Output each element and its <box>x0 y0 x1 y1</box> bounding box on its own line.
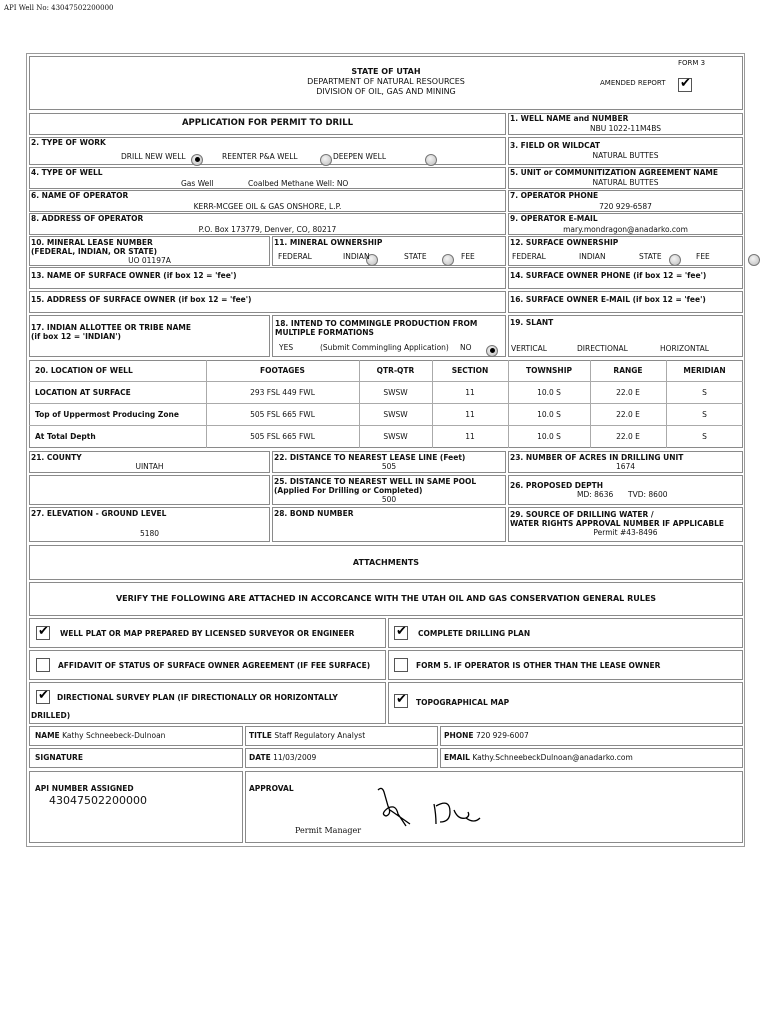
approval-label: APPROVAL <box>249 784 294 793</box>
field-value: NATURAL BUTTES <box>592 151 659 160</box>
blank-cell <box>29 475 270 505</box>
api-number: 43047502200000 <box>49 794 147 807</box>
qtrqtr-header: QTR-QTR <box>376 366 415 375</box>
dept-title: DEPARTMENT OF NATURAL RESOURCES <box>307 77 465 86</box>
deepen-label: DEEPEN WELL <box>333 152 387 161</box>
attachment-label: FORM 5. IF OPERATOR IS OTHER THAN THE LEASE OWNER <box>416 661 661 670</box>
attachment-label: AFFIDAVIT OF STATUS OF SURFACE OWNER AGREEMENT (IF FEE SURFACE) <box>58 661 371 670</box>
api-well-header: API Well No: 43047502200000 <box>4 4 114 12</box>
slant-horizontal-label: HORIZONTAL <box>660 344 709 353</box>
attachment-checkbox[interactable] <box>36 658 50 672</box>
attachment-label: COMPLETE DRILLING PLAN <box>418 629 531 638</box>
deepen-radio[interactable] <box>425 154 437 166</box>
commingle-yes-radio[interactable] <box>486 345 498 357</box>
county-value: UINTAH <box>135 462 164 471</box>
signature-label: SIGNATURE <box>35 753 83 762</box>
name-field: NAME Kathy Schneebeck-Dulnoan <box>35 731 166 740</box>
township-header: TOWNSHIP <box>525 366 572 375</box>
attachments-title: ATTACHMENTS <box>352 558 420 567</box>
well-name-value: NBU 1022-11M4BS <box>590 124 661 133</box>
elevation-value: 5180 <box>139 529 160 538</box>
date-field: DATE 11/03/2009 <box>249 753 317 762</box>
table-cell: 10.0 S <box>537 432 561 441</box>
email-label: 9. OPERATOR E-MAIL <box>510 214 598 223</box>
commingle-label: 18. INTEND TO COMMINGLE PRODUCTION FROM <box>275 319 478 328</box>
attachment-checkbox[interactable] <box>36 626 50 640</box>
coalbed-value: Coalbed Methane Well: NO <box>248 179 349 188</box>
surface-ownership-label: 12. SURFACE OWNERSHIP <box>510 238 619 247</box>
depth-tvd: TVD: 8600 <box>628 490 668 499</box>
mineral-federal-label: FEDERAL <box>278 252 312 261</box>
approval-signature <box>370 784 485 832</box>
attachment-label: TOPOGRAPHICAL MAP <box>416 698 510 707</box>
table-cell: SWSW <box>383 410 408 419</box>
attachment-label-cont: DRILLED) <box>31 711 71 720</box>
mineral-indian-label: INDIAN <box>343 252 370 261</box>
range-header: RANGE <box>613 366 643 375</box>
amended-report-label: AMENDED REPORT <box>600 79 666 87</box>
surface-indian-radio[interactable] <box>748 254 760 266</box>
api-cell <box>29 771 243 843</box>
mineral-lease-value: UO 01197A <box>128 256 171 265</box>
depth-label: 26. PROPOSED DEPTH <box>510 481 604 490</box>
table-cell: 11 <box>465 388 475 397</box>
well-distance-label: 25. DISTANCE TO NEAREST WELL IN SAME POOL <box>274 477 477 486</box>
lease-distance-value: 505 <box>381 462 397 471</box>
mineral-lease-label: 10. MINERAL LEASE NUMBER <box>31 238 153 247</box>
surface-owner-address-label: 15. ADDRESS OF SURFACE OWNER (if box 12 = 'fee') <box>31 295 252 304</box>
surface-federal-label: FEDERAL <box>512 252 546 261</box>
title-field: TITLE Staff Regulatory Analyst <box>249 731 366 740</box>
table-cell: 505 FSL 665 FWL <box>250 410 315 419</box>
slant-directional-label: DIRECTIONAL <box>577 344 628 353</box>
operator-value: KERR-MCGEE OIL & GAS ONSHORE, L.P. <box>193 202 342 211</box>
county-label: 21. COUNTY <box>31 453 82 462</box>
surface-indian-label: INDIAN <box>579 252 606 261</box>
attachment-checkbox[interactable] <box>36 690 50 704</box>
slant-label: 19. SLANT <box>510 318 554 327</box>
surface-state-label: STATE <box>639 252 662 261</box>
table-cell: S <box>702 388 707 397</box>
reenter-radio[interactable] <box>320 154 332 166</box>
commingle-sublabel: MULTIPLE FORMATIONS <box>275 328 374 337</box>
table-cell: 10.0 S <box>537 388 561 397</box>
attachment-checkbox[interactable] <box>394 626 408 640</box>
type-of-well-value: Gas Well <box>181 179 214 188</box>
commingle-note: (Submit Commingling Application) <box>320 343 449 352</box>
attachment-checkbox[interactable] <box>394 694 408 708</box>
attachment-label: DIRECTIONAL SURVEY PLAN (IF DIRECTIONALLY OR HORIZONTALLY <box>57 693 338 702</box>
verify-text: VERIFY THE FOLLOWING ARE ATTACHED IN ACCORCANCE WITH THE UTAH OIL AND GAS CONSERVATION GENERAL RULES <box>115 594 657 603</box>
slant-vertical-label: VERTICAL <box>511 344 547 353</box>
table-row-label: LOCATION AT SURFACE <box>35 388 131 397</box>
unit-label: 5. UNIT or COMMUNITIZATION AGREEMENT NAME <box>510 168 718 177</box>
operator-phone-value: 720 929-6587 <box>599 202 652 211</box>
mineral-lease-sublabel: (FEDERAL, INDIAN, OR STATE) <box>31 247 158 256</box>
division-title: DIVISION OF OIL, GAS AND MINING <box>316 87 456 96</box>
drill-new-well-label: DRILL NEW WELL <box>121 152 186 161</box>
allottee-sublabel: (if box 12 = 'INDIAN') <box>31 332 121 341</box>
table-row-label: Top of Uppermost Producing Zone <box>35 410 179 419</box>
attachment-label: WELL PLAT OR MAP PREPARED BY LICENSED SURVEYOR OR ENGINEER <box>60 629 355 638</box>
form-title: APPLICATION FOR PERMIT TO DRILL <box>181 118 354 128</box>
table-cell: S <box>702 410 707 419</box>
well-distance-value: 500 <box>381 495 397 504</box>
attachment-checkbox[interactable] <box>394 658 408 672</box>
email-sign-field: EMAIL Kathy.SchneebeckDulnoan@anadarko.com <box>444 753 633 762</box>
lease-distance-label: 22. DISTANCE TO NEAREST LEASE LINE (Feet) <box>274 453 466 462</box>
form-number: FORM 3 <box>678 59 706 67</box>
surface-fee-label: FEE <box>696 252 710 261</box>
table-cell: 11 <box>465 432 475 441</box>
bond-label: 28. BOND NUMBER <box>274 509 354 518</box>
acres-label: 23. NUMBER OF ACRES IN DRILLING UNIT <box>510 453 684 462</box>
elevation-label: 27. ELEVATION - GROUND LEVEL <box>31 509 167 518</box>
water-label: 29. SOURCE OF DRILLING WATER / <box>510 510 654 519</box>
table-cell: SWSW <box>383 388 408 397</box>
operator-label: 6. NAME OF OPERATOR <box>31 191 129 200</box>
table-cell: 22.0 E <box>616 410 640 419</box>
address-value: P.O. Box 173779, Denver, CO, 80217 <box>198 225 337 234</box>
email-value: mary.mondragon@anadarko.com <box>563 225 688 234</box>
mineral-ownership-label: 11. MINERAL OWNERSHIP <box>274 238 383 247</box>
table-cell: S <box>702 432 707 441</box>
state-title: STATE OF UTAH <box>351 67 421 76</box>
type-of-work-label: 2. TYPE OF WORK <box>31 138 106 147</box>
water-sublabel: WATER RIGHTS APPROVAL NUMBER IF APPLICABLE <box>510 519 725 528</box>
surface-owner-phone-label: 14. SURFACE OWNER PHONE (if box 12 = 'fee') <box>510 271 707 280</box>
table-cell: 505 FSL 665 FWL <box>250 432 315 441</box>
table-cell: 22.0 E <box>616 432 640 441</box>
acres-value: 1674 <box>615 462 636 471</box>
type-of-well-label: 4. TYPE OF WELL <box>31 168 103 177</box>
mineral-fee-label: FEE <box>461 252 475 261</box>
address-label: 8. ADDRESS OF OPERATOR <box>31 214 144 223</box>
permit-manager-label: Permit Manager <box>295 826 362 835</box>
well-name-label: 1. WELL NAME and NUMBER <box>510 114 629 123</box>
surface-owner-email-label: 16. SURFACE OWNER E-MAIL (if box 12 = 'fee') <box>510 295 706 304</box>
attachment-cell <box>29 682 386 724</box>
well-distance-sublabel: (Applied For Drilling or Completed) <box>274 486 423 495</box>
phone-field: PHONE 720 929-6007 <box>444 731 529 740</box>
operator-phone-label: 7. OPERATOR PHONE <box>510 191 599 200</box>
commingle-yes-label: YES <box>279 343 294 352</box>
water-value: Permit #43-8496 <box>593 528 658 537</box>
reenter-label: REENTER P&A WELL <box>222 152 298 161</box>
footages-header: FOOTAGES <box>260 366 305 375</box>
api-label: API NUMBER ASSIGNED <box>35 784 134 793</box>
depth-md: MD: 8636 <box>577 490 614 499</box>
commingle-no-label: NO <box>460 343 472 352</box>
location-header: 20. LOCATION OF WELL <box>35 366 133 375</box>
allottee-label: 17. INDIAN ALLOTTEE OR TRIBE NAME <box>31 323 191 332</box>
field-label: 3. FIELD OR WILDCAT <box>510 141 601 150</box>
mineral-state-label: STATE <box>404 252 427 261</box>
drill-new-well-radio[interactable] <box>191 154 203 166</box>
mineral-indian-radio[interactable] <box>442 254 454 266</box>
table-cell: 11 <box>465 410 475 419</box>
section-header: SECTION <box>451 366 489 375</box>
meridian-header: MERIDIAN <box>683 366 726 375</box>
depth-cell <box>508 475 743 505</box>
table-cell: SWSW <box>383 432 408 441</box>
amended-report-checkbox[interactable] <box>678 78 692 92</box>
surface-federal-radio[interactable] <box>669 254 681 266</box>
table-cell: 22.0 E <box>616 388 640 397</box>
table-cell: 293 FSL 449 FWL <box>250 388 315 397</box>
surface-owner-name-label: 13. NAME OF SURFACE OWNER (if box 12 = 'fee') <box>31 271 237 280</box>
table-row-label: At Total Depth <box>35 432 96 441</box>
unit-value: NATURAL BUTTES <box>592 178 659 187</box>
table-cell: 10.0 S <box>537 410 561 419</box>
